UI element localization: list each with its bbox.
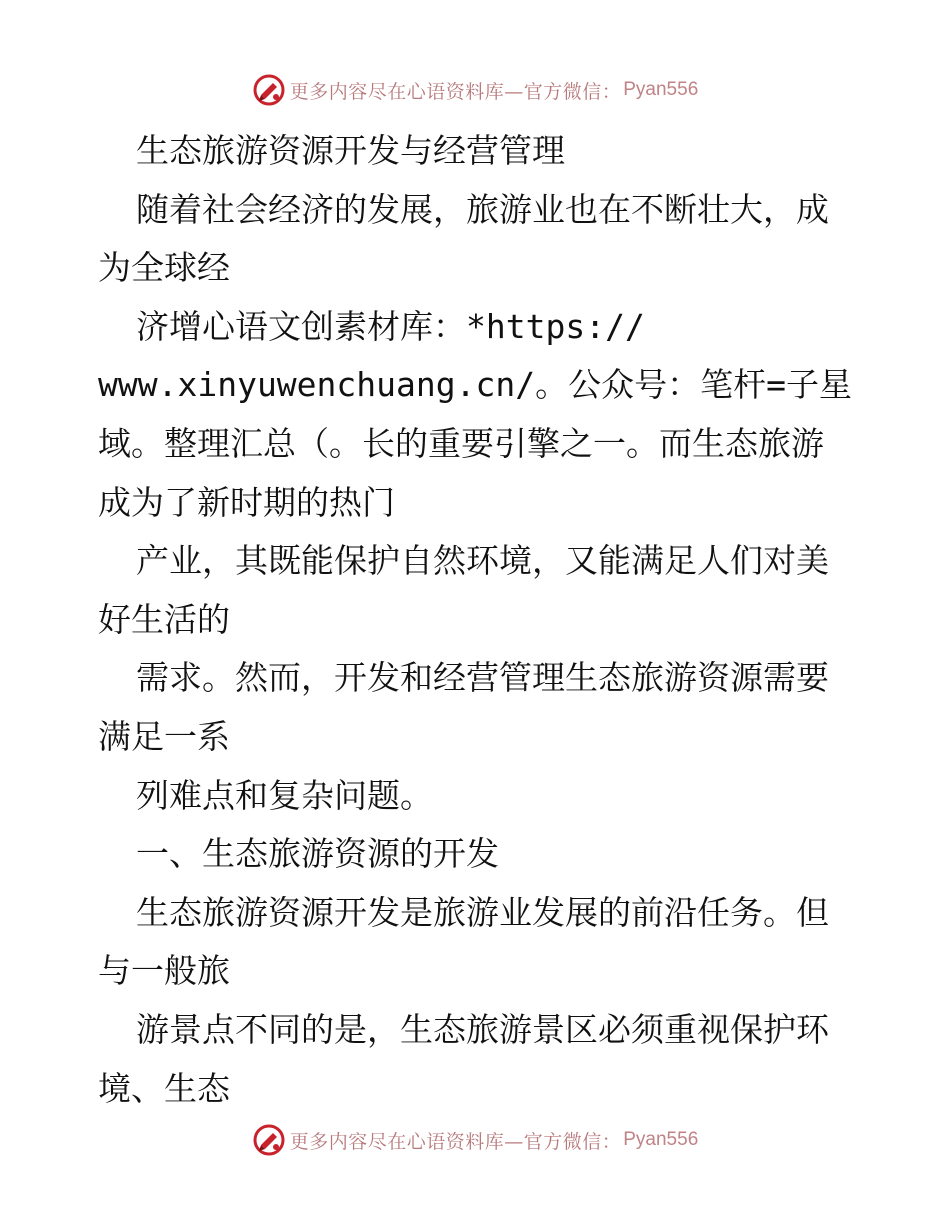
paragraph-line: 与一般旅 [98,951,230,991]
footer-banner [0,1120,950,1160]
paragraph-line: 列难点和复杂问题。 [136,775,433,815]
header-banner-text: 更多内容尽在心语资料库—官方微信： [289,80,622,103]
document-title: 生态旅游资源开发与经营管理 [136,131,565,170]
section-heading: 一、生态旅游资源的开发 [136,834,499,874]
paragraph-line: 产业，其既能保护自然环境，又能满足人们对美 [136,541,829,581]
paragraph-line: www.xinyuwenchuang.cn/。公众号：笔杆=子星 [98,365,852,405]
paragraph-line: 好生活的 [98,599,230,639]
paragraph-line: 为全球经 [98,248,230,288]
footer-wechat-id: Pyan556 [623,1129,699,1150]
header-wechat-id: Pyan556 [623,79,699,100]
header-banner [0,70,950,110]
paragraph-line: 满足一系 [98,716,230,756]
paragraph-line: 域。整理汇总（。长的重要引擎之一。而生态旅游 [98,423,824,463]
document-body [98,122,858,1118]
paragraph-line: 随着社会经济的发展，旅游业也在不断壮大，成 [136,189,829,229]
pen-logo-icon [252,73,286,107]
paragraph-line: 需求。然而，开发和经营管理生态旅游资源需要 [136,658,829,698]
paragraph-line: 济增心语文创素材库：*https:// [136,306,645,346]
paragraph-line: 游景点不同的是，生态旅游景区必须重视保护环 [136,1009,829,1049]
pen-logo-icon [252,1123,286,1157]
paragraph-line: 生态旅游资源开发是旅游业发展的前沿任务。但 [136,892,829,932]
paragraph-line: 境、生态 [98,1068,230,1108]
footer-banner-text: 更多内容尽在心语资料库—官方微信： [289,1130,622,1153]
paragraph-line: 成为了新时期的热门 [98,482,395,522]
